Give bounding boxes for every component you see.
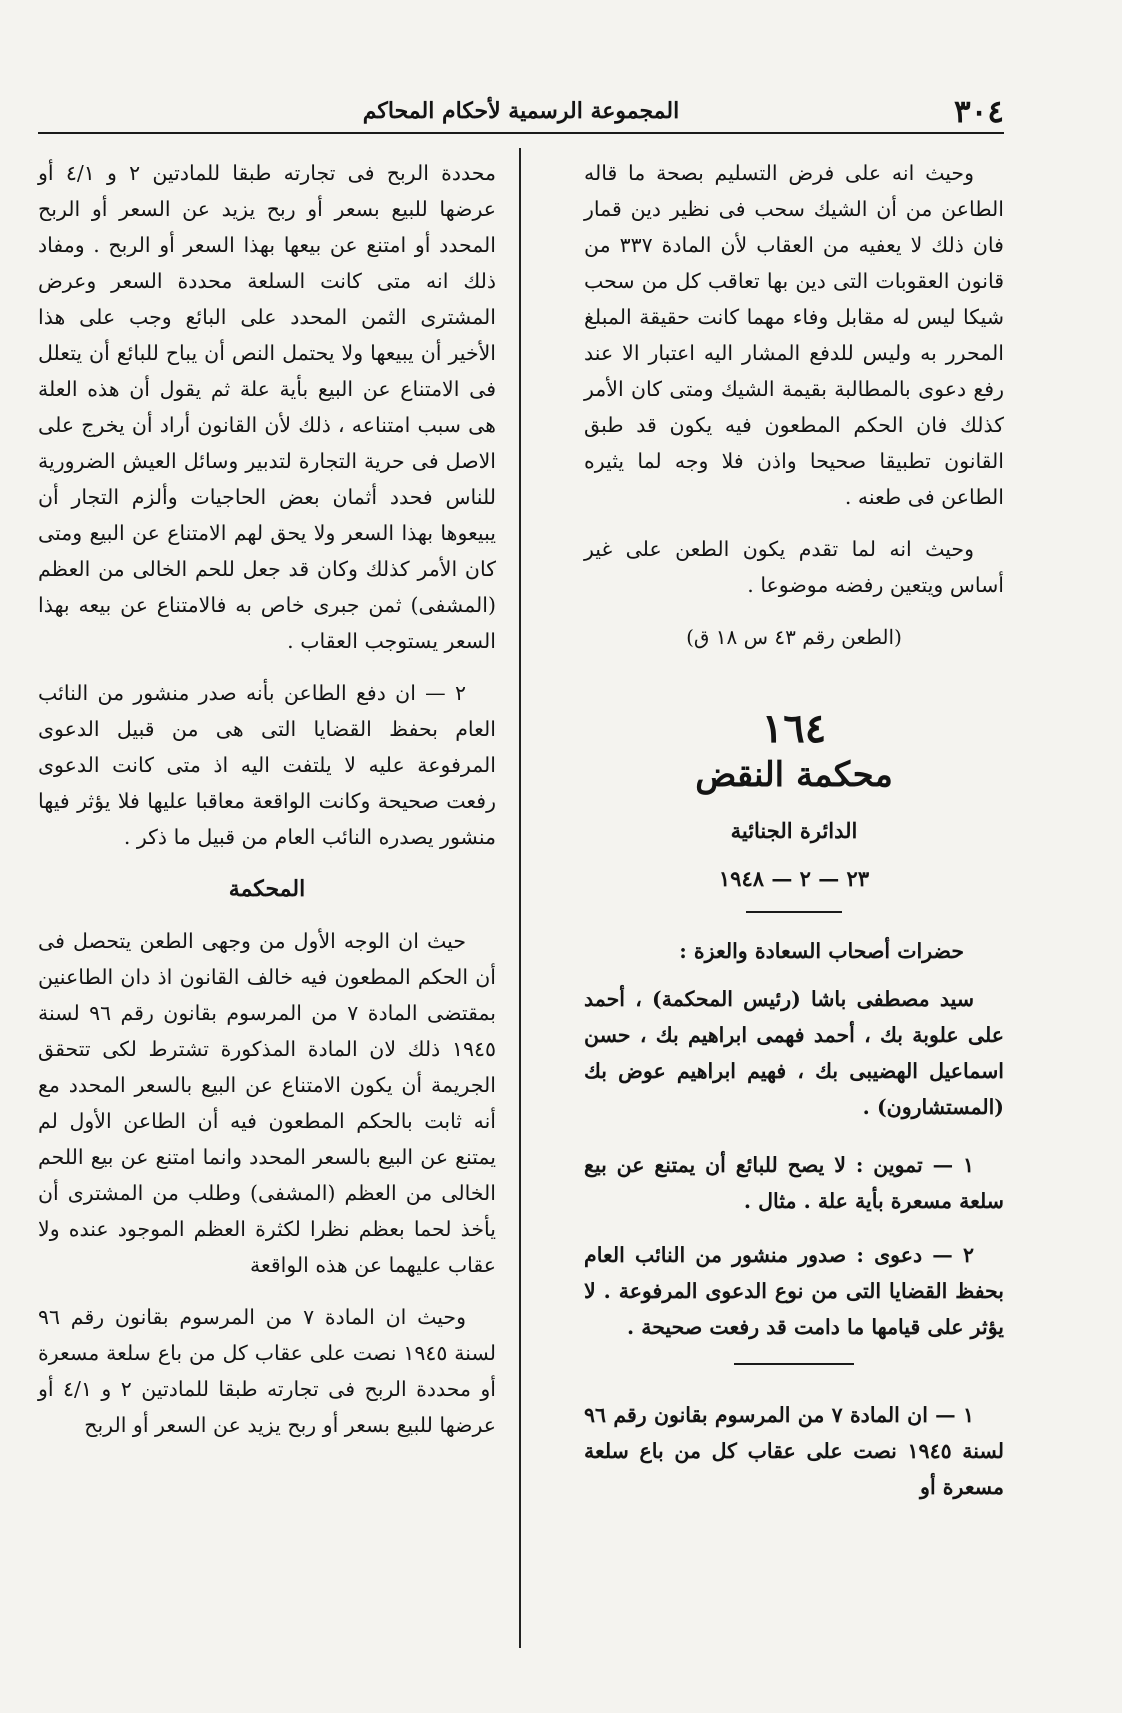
presiding-label: حضرات أصحاب السعادة والعزة :	[679, 939, 964, 963]
body-paragraph: وحيث انه لما تقدم يكون الطعن على غير أساس ويتعين رفضه موضوعا .	[584, 537, 1004, 597]
header-rule	[38, 132, 1004, 134]
judges-list: سيد مصطفى باشا (رئيس المحكمة) ، أحمد على علوبة بك ، أحمد فهمى ابراهيم بك ، حسن اسماعيل الهضيبى بك ، فهيم ابراهيم عوض بك (المستشارون) .	[584, 987, 1004, 1119]
page-number: ٣٠٤	[954, 94, 1004, 130]
appeal-citation: (الطعن رقم ٤٣ س ١٨ ق)	[686, 625, 902, 649]
headnote: ١ — تموين : لا يصح للبائع أن يمتنع عن بيع سلعة مسعرة بأية علة . مثال .	[584, 1153, 1004, 1213]
headnote: ٢ — دعوى : صدور منشور من النائب العام بحفظ القضايا التى من نوع الدعوى المرفوعة . لا يؤثر على قيامها ما دامت قد رفعت صحيحة .	[584, 1243, 1004, 1339]
case-number: ١٦٤	[761, 705, 827, 752]
body-paragraph: وحيث انه على فرض التسليم بصحة ما قاله الطاعن من أن الشيك سحب فى نظير دين قمار فان ذلك لا يعفيه من العقاب لأن المادة ٣٣٧ من قانون العقوبات التى دين بها تعاقب كل من سحب شيكا ليس له مقابل وفاء مهما كانت حقيقة المبلغ المحرر به وليس للدفع المشار اليه اعتبار الا عند رفع دعوى بالمطالبة بقيمة الشيك ومتى كان الأمر كذلك فان الحكم المطعون فيه يكون قد طبق القانون تطبيقا صحيحا واذن فلا وجه لما يثيره الطاعن فى طعنه .	[584, 161, 1004, 509]
body-paragraph: حيث ان الوجه الأول من وجهى الطعن يتحصل فى أن الحكم المطعون فيه خالف القانون اذ دان الطاعنين بمقتضى المادة ٧ من المرسوم بقانون رقم ٩٦ لسنة ١٩٤٥ ذلك لان المادة المذكورة تشترط لكى تتحقق الجريمة أن يكون الامتناع عن البيع بالسعر المحدد مع أنه ثابت بالحكم المطعون فيه أن الطاعن الأول لم يمتنع عن البيع بالسعر المحدد وانما امتنع عن بيع اللحم الخالى من العظم (المشفى) وطلب من المشترى أن يأخذ لحما بعظم نظرا لكثرة العظم الموجود عنده ولا عقاب عليهما عن هذه الواقعة	[38, 929, 496, 1277]
court-name: محكمة النقض	[695, 755, 893, 795]
short-rule	[746, 911, 842, 913]
column-divider	[519, 148, 521, 1648]
section-title: المحكمة	[228, 876, 306, 902]
legal-principle: ١ — ان المادة ٧ من المرسوم بقانون رقم ٩٦ لسنة ١٩٤٥ نصت على عقاب كل من باع سلعة مسعرة أو	[584, 1403, 1004, 1499]
right-column	[584, 155, 1004, 1521]
body-paragraph: وحيث ان المادة ٧ من المرسوم بقانون رقم ٩٦ لسنة ١٩٤٥ نصت على عقاب كل من باع سلعة مسعرة أو محددة الربح فى تجارته طبقا للمادتين ٢ و ٤/١ أو عرضها للبيع بسعر أو ربح يزيد عن السعر أو الربح	[38, 1305, 496, 1437]
short-rule	[734, 1363, 854, 1365]
body-paragraph: محددة الربح فى تجارته طبقا للمادتين ٢ و ٤/١ أو عرضها للبيع بسعر أو ربح يزيد عن السعر أو الربح المحدد أو امتنع عن بيعها بهذا السعر أو الربح . ومفاد ذلك انه متى كانت السلعة محددة السعر وعرض المشترى الثمن المحدد على البائع وجب على هذا الأخير أن يبيعها ولا يحتمل النص أن يباح للبائع أن يتعلل فى الامتناع عن البيع بأية علة ثم يقول أن هذه العلة هى سبب امتناعه ، ذلك لأن القانون أراد أن يخرج على الاصل فى حرية التجارة لتدبير وسائل العيش الضرورية للناس فحدد أثمان بعض الحاجيات وألزم التجار أن يبيعوها بهذا السعر ولا يحق لهم الامتناع عن البيع ومتى كان الأمر كذلك وكان قد جعل للحم الخالى من العظم (المشفى) ثمن جبرى خاص به فالامتناع عن بيعه بهذا السعر يستوجب العقاب .	[38, 161, 496, 653]
left-column	[38, 155, 496, 1459]
chamber-name: الدائرة الجنائية	[730, 818, 858, 843]
legal-principle: ٢ — ان دفع الطاعن بأنه صدر منشور من النائب العام بحفظ القضايا التى هى من قبيل الدعوى المرفوعة عليه لا يلتفت اليه اذ متى كانت الدعوى رفعت صحيحة وكانت الواقعة معاقبا عليها فلا يؤثر فيها منشور يصدره النائب العام من قبيل ما ذكر .	[38, 681, 496, 849]
running-title: المجموعة الرسمية لأحكام المحاكم	[362, 98, 680, 124]
session-date: ٢٣ — ٢ — ١٩٤٨	[718, 866, 870, 891]
